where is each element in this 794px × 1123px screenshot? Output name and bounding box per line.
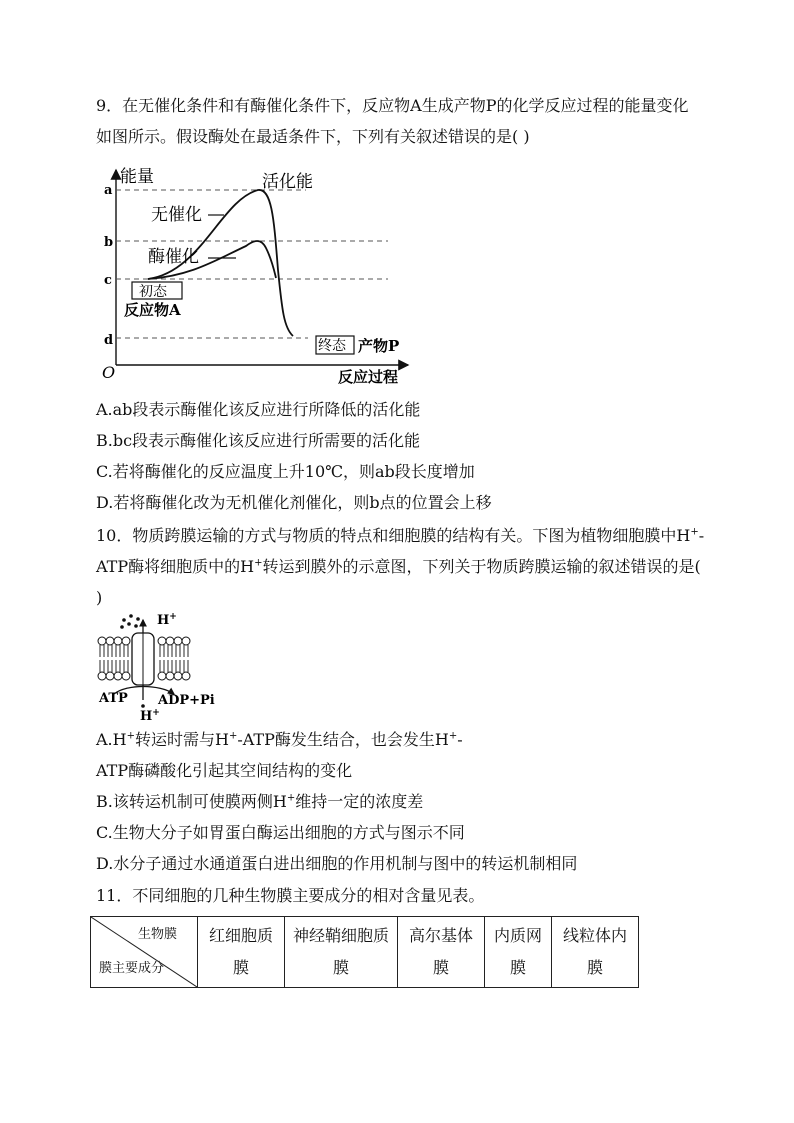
q10-option-c: C.生物大分子如胃蛋白酶运出细胞的方式与图示不同 [96,823,465,842]
h-ion-top: H+ [157,612,177,628]
uncatalyzed-label: 无催化 [151,205,202,225]
table-header-cell: 神经鞘细胞质 膜 [285,917,398,988]
origin-label: O [102,363,116,382]
q10-stem-line1: 10．物质跨膜运输的方式与物质的特点和细胞膜的结构有关。下图为植物细胞膜中H+- [96,526,705,545]
energy-diagram [96,160,426,390]
membrane-diagram [96,608,226,726]
q10-option-b: B.该转运机制可使膜两侧H+维持一定的浓度差 [96,792,424,811]
membrane-composition-table [90,916,639,988]
activation-label: 活化能 [262,172,313,192]
q9-stem-line2: 如图所示。假设酶处在最适条件下，下列有关叙述错误的是( ) [96,127,530,146]
q10-stem-line2: ATP酶将细胞质中的H+转运到膜外的示意图，下列关于物质跨膜运输的叙述错误的是( [96,557,701,576]
tick-b: b [104,235,114,250]
q9-option-c: C.若将酶催化的反应温度上升10℃，则ab段长度增加 [96,462,475,481]
tick-a: a [104,183,113,198]
table-header-cell: 线粒体内 膜 [552,917,639,988]
q10-option-a-line2: ATP酶磷酸化引起其空间结构的变化 [96,761,353,780]
q10-option-a-line1: A.H+转运时需与H+-ATP酶发生结合，也会发生H+- [96,730,463,749]
table-header-row [91,917,639,988]
corner-top-label: 生物膜 [137,927,177,942]
q9-option-b: B.bc段表示酶催化该反应进行所需要的活化能 [96,431,421,450]
final-state-label: 终态 [318,338,346,354]
reactant-label: 反应物A [124,301,181,319]
table-header-cell: 高尔基体 膜 [398,917,485,988]
atp-label: ATP [99,691,128,706]
product-label: 产物P [358,337,400,355]
y-axis-label: 能量 [120,167,154,187]
proton-dots [120,614,140,629]
adp-label: ADP+Pi [158,693,215,708]
tick-c: c [104,273,112,288]
q10-option-d: D.水分子通过水通道蛋白进出细胞的作用机制与图中的转运机制相同 [96,854,578,873]
table-corner-cell [91,917,198,988]
initial-state-label: 初态 [139,284,167,300]
table-header-cell: 红细胞质 膜 [198,917,285,988]
table-header-cell: 内质网 膜 [485,917,552,988]
q9-option-a: A.ab段表示酶催化该反应进行所降低的活化能 [96,400,421,419]
q11-stem: 11．不同细胞的几种生物膜主要成分的相对含量见表。 [96,886,485,905]
x-axis-label: 反应过程 [338,368,399,386]
q9-stem-line1: 9．在无催化条件和有酶催化条件下，反应物A生成产物P的化学反应过程的能量变化 [96,96,689,115]
q9-option-d: D.若将酶催化改为无机催化剂催化，则b点的位置会上移 [96,493,492,512]
h-ion-bottom: H+ [140,708,160,724]
q10-stem-line3: ) [96,588,103,607]
tick-d: d [104,333,114,348]
corner-bottom-label: 膜主要成分 [99,961,165,976]
enzyme-label: 酶催化 [148,247,199,267]
